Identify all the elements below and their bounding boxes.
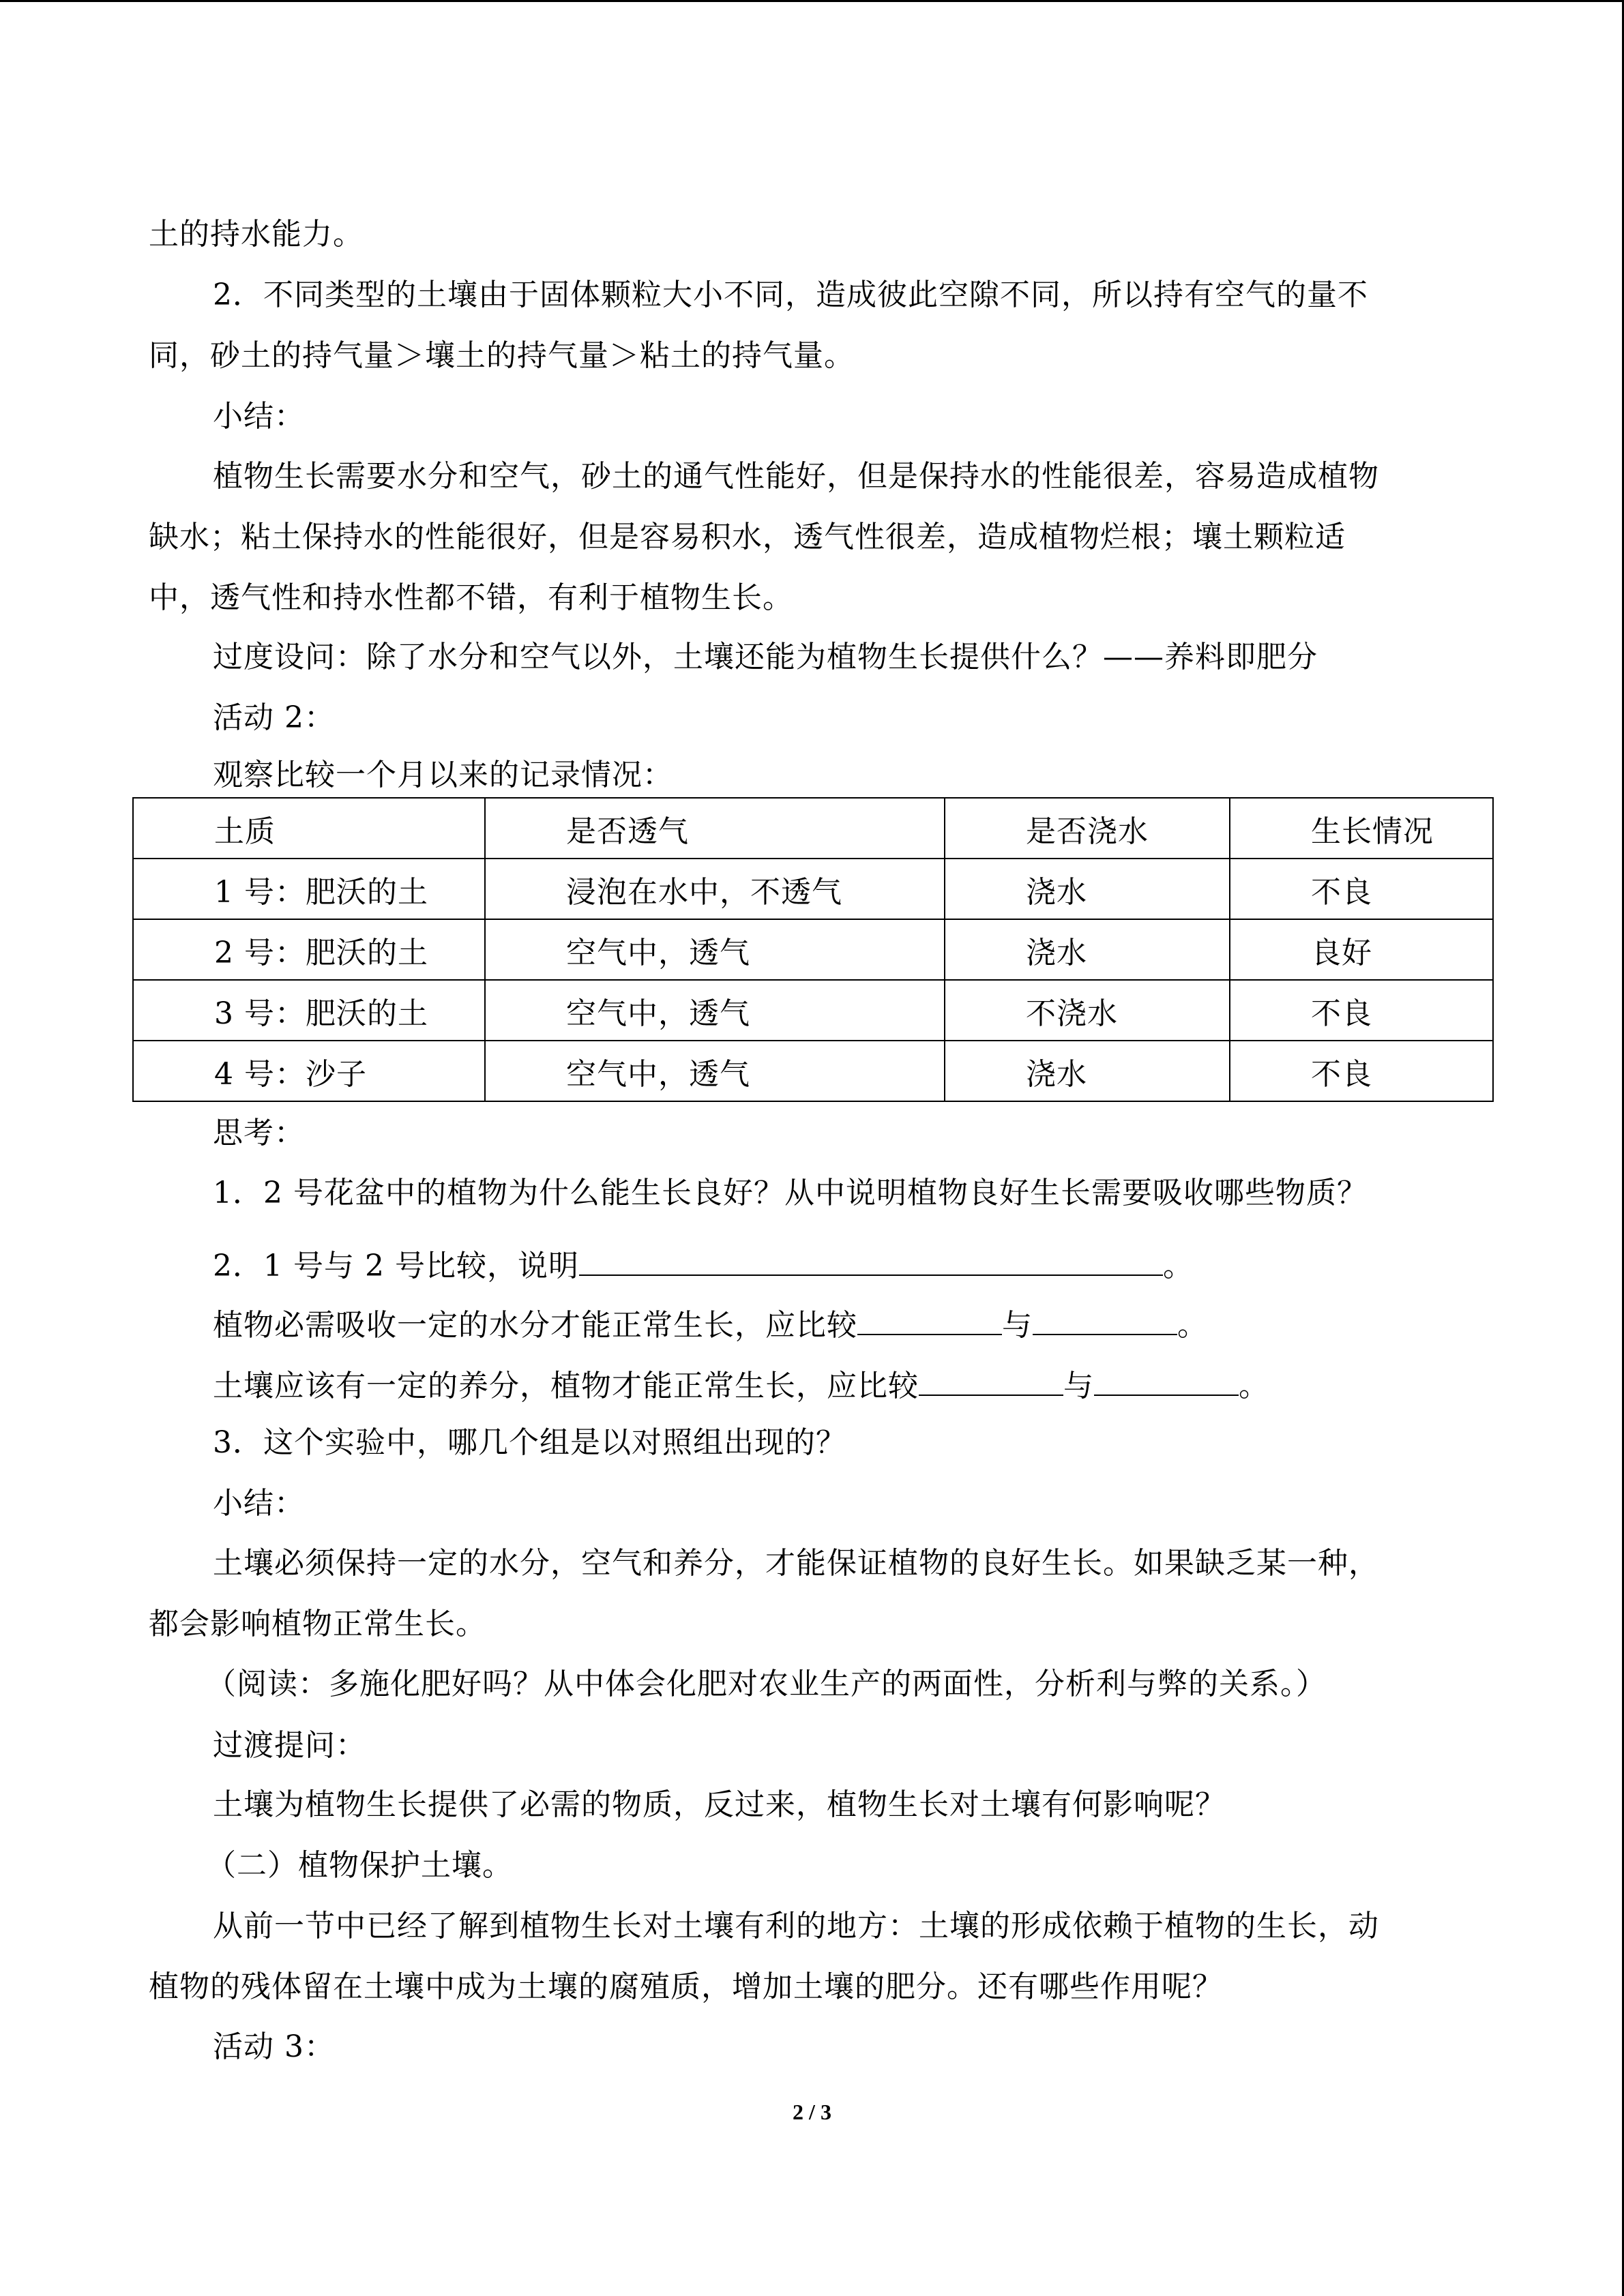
table-row xyxy=(133,859,1493,919)
paragraph-line: 植物生长需要水分和空气，砂土的通气性能好，但是保持水的性能很差，容易造成植物 xyxy=(213,459,1379,494)
question-line xyxy=(213,1304,1208,1346)
question-line: 3．这个实验中，哪几个组是以对照组出现的？ xyxy=(213,1425,846,1460)
question-text: 与 xyxy=(1063,1369,1094,1403)
table-header-row xyxy=(133,798,1493,859)
question-line xyxy=(213,1365,1269,1407)
fill-blank[interactable] xyxy=(579,1244,1163,1276)
table-cell: 良好 xyxy=(1230,919,1493,980)
table-row xyxy=(133,1041,1493,1101)
table-cell: 2 号：肥沃的土 xyxy=(133,919,485,980)
paragraph-line: 土壤必须保持一定的水分，空气和养分，才能保证植物的良好生长。如果缺乏某一种， xyxy=(213,1546,1379,1581)
paragraph-line: 土的持水能力。 xyxy=(149,217,364,252)
paragraph-line: 植物的残体留在土壤中成为土壤的腐殖质，增加土壤的肥分。还有哪些作用呢？ xyxy=(149,1969,1223,2004)
table-cell: 浇水 xyxy=(945,1041,1230,1101)
table-cell: 不良 xyxy=(1230,980,1493,1041)
fill-blank[interactable] xyxy=(857,1304,1002,1335)
activity-heading: 活动 2： xyxy=(213,700,335,735)
paragraph-line: 同，砂土的持气量＞壤土的持气量＞粘土的持气量。 xyxy=(149,338,855,373)
fill-blank[interactable] xyxy=(919,1365,1063,1396)
table-cell: 不浇水 xyxy=(945,980,1230,1041)
question-line xyxy=(213,1244,1194,1287)
table-row xyxy=(133,919,1493,980)
table-cell: 不良 xyxy=(1230,859,1493,919)
paragraph-line: 观察比较一个月以来的记录情况： xyxy=(213,758,673,792)
section-heading: （二）植物保护土壤。 xyxy=(206,1848,513,1883)
fill-blank[interactable] xyxy=(1094,1365,1239,1396)
transition-heading: 过渡提问： xyxy=(213,1728,366,1763)
question-text: 2．1 号与 2 号比较，说明 xyxy=(213,1249,579,1283)
activity-heading: 活动 3： xyxy=(213,2029,335,2064)
paragraph-line: 2．不同类型的土壤由于固体颗粒大小不同，造成彼此空隙不同，所以持有空气的量不 xyxy=(213,278,1368,312)
table-cell: 浇水 xyxy=(945,859,1230,919)
page-number: 2 / 3 xyxy=(793,2100,831,2124)
table-cell: 不良 xyxy=(1230,1041,1493,1101)
question-text: 。 xyxy=(1177,1308,1208,1343)
think-heading: 思考： xyxy=(213,1116,305,1150)
table-cell: 4 号：沙子 xyxy=(133,1041,485,1101)
table-cell: 空气中，透气 xyxy=(485,919,945,980)
summary-heading: 小结： xyxy=(213,399,305,434)
records-table xyxy=(132,797,1494,1102)
question-text: 。 xyxy=(1162,1249,1194,1283)
question-line: 1．2 号花盆中的植物为什么能生长良好？从中说明植物良好生长需要吸收哪些物质？ xyxy=(213,1176,1368,1210)
question-text: 土壤应该有一定的养分，植物才能正常生长，应比较 xyxy=(213,1369,919,1403)
table-cell: 空气中，透气 xyxy=(485,980,945,1041)
table-cell: 浸泡在水中，不透气 xyxy=(485,859,945,919)
table-header-cell: 是否透气 xyxy=(485,798,945,859)
page-top-border xyxy=(0,0,1624,2)
table-row xyxy=(133,980,1493,1041)
table-cell: 3 号：肥沃的土 xyxy=(133,980,485,1041)
paragraph-line: 都会影响植物正常生长。 xyxy=(149,1607,486,1641)
table-cell: 1 号：肥沃的土 xyxy=(133,859,485,919)
reading-note: （阅读：多施化肥好吗？从中体会化肥对农业生产的两面性，分析利与弊的关系。） xyxy=(206,1667,1327,1701)
table-header-cell: 土质 xyxy=(133,798,485,859)
paragraph-line: 从前一节中已经了解到植物生长对土壤有利的地方：土壤的形成依赖于植物的生长，动 xyxy=(213,1909,1379,1943)
question-text: 与 xyxy=(1002,1308,1033,1343)
table-header-cell: 生长情况 xyxy=(1230,798,1493,859)
question-text: 。 xyxy=(1239,1369,1269,1403)
fill-blank[interactable] xyxy=(1033,1304,1177,1335)
table-cell: 浇水 xyxy=(945,919,1230,980)
summary-heading: 小结： xyxy=(213,1486,305,1521)
paragraph-line: 土壤为植物生长提供了必需的物质，反过来，植物生长对土壤有何影响呢？ xyxy=(213,1787,1226,1822)
question-text: 植物必需吸收一定的水分才能正常生长，应比较 xyxy=(213,1308,857,1343)
paragraph-line: 过度设问：除了水分和空气以外，土壤还能为植物生长提供什么？——养料即肥分 xyxy=(213,640,1318,674)
table-cell: 空气中，透气 xyxy=(485,1041,945,1101)
paragraph-line: 缺水；粘土保持水的性能很好，但是容易积水，透气性很差，造成植物烂根；壤土颗粒适 xyxy=(149,520,1346,554)
paragraph-line: 中，透气性和持水性都不错，有利于植物生长。 xyxy=(149,580,793,615)
table-header-cell: 是否浇水 xyxy=(945,798,1230,859)
